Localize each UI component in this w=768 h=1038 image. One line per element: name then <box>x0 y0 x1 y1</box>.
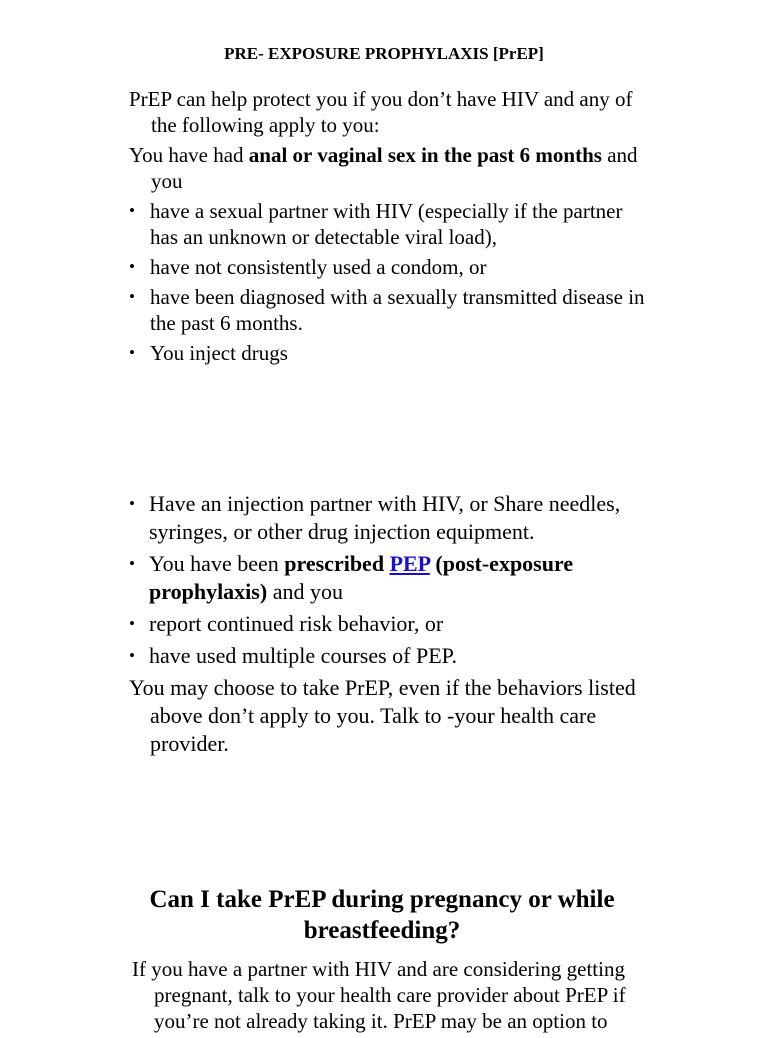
drug-and-pep-section <box>129 490 649 762</box>
list-item <box>129 610 649 638</box>
bullet-icon: • <box>129 614 135 633</box>
pep-criteria-bold-after: (post-exposure prophylaxis) <box>149 551 574 604</box>
bullet-icon: • <box>129 554 135 573</box>
bullet-icon: • <box>129 287 135 306</box>
list-item-text: have used multiple courses of PEP. <box>149 643 457 668</box>
sex-criteria-prefix: You have had <box>129 143 249 167</box>
pep-criteria-prefix: You have been <box>149 551 285 576</box>
list-item-text: report continued risk behavior, or <box>149 611 444 636</box>
sex-criteria-list <box>129 198 649 366</box>
sex-criteria-line <box>129 142 649 194</box>
sex-criteria-bold: anal or vaginal sex in the past 6 months <box>248 143 602 167</box>
pep-criteria-bold: prescribed <box>284 551 385 576</box>
bullet-icon: • <box>129 257 135 276</box>
closing-paragraph: You may choose to take PrEP, even if the behaviors listed above don’t apply to you. Talk to -your health care provider. <box>129 675 636 756</box>
list-item <box>129 198 649 250</box>
list-item-text: have been diagnosed with a sexually transmitted disease in the past 6 months. <box>150 285 645 335</box>
pep-link[interactable]: PEP <box>389 551 430 576</box>
list-item <box>129 490 649 546</box>
list-item <box>129 642 649 670</box>
pep-criteria-item <box>129 550 649 606</box>
drug-criteria-list <box>129 490 649 670</box>
bullet-icon: • <box>129 343 135 362</box>
sex-criteria-suffix: and you <box>151 143 638 193</box>
list-item <box>129 340 649 366</box>
bullet-icon: • <box>129 494 135 513</box>
list-item <box>129 284 649 336</box>
list-item-text: You inject drugs <box>150 341 288 365</box>
page-title: PRE- EXPOSURE PROPHYLAXIS [PrEP] <box>224 44 544 63</box>
pregnancy-section <box>132 956 642 1038</box>
prep-criteria-section <box>129 86 649 370</box>
bullet-icon: • <box>129 646 135 665</box>
list-item-text: have a sexual partner with HIV (especially if the partner has an unknown or detectable viral load), <box>150 199 623 249</box>
bullet-icon: • <box>129 201 135 220</box>
list-item <box>129 254 649 280</box>
list-item-text: Have an injection partner with HIV, or Share needles, syringes, or other drug injection equipment. <box>149 491 621 544</box>
list-item-text: have not consistently used a condom, or <box>150 255 487 279</box>
pregnancy-heading: Can I take PrEP during pregnancy or while breastfeeding? <box>149 886 615 944</box>
intro-paragraph: PrEP can help protect you if you don’t have HIV and any of the following apply to you: <box>129 87 633 137</box>
pregnancy-paragraph: If you have a partner with HIV and are considering getting pregnant, talk to your health care provider about PrEP if you’re not already taking it. PrEP may be an option to <box>132 957 626 1033</box>
pep-criteria-suffix: and you <box>267 579 343 604</box>
